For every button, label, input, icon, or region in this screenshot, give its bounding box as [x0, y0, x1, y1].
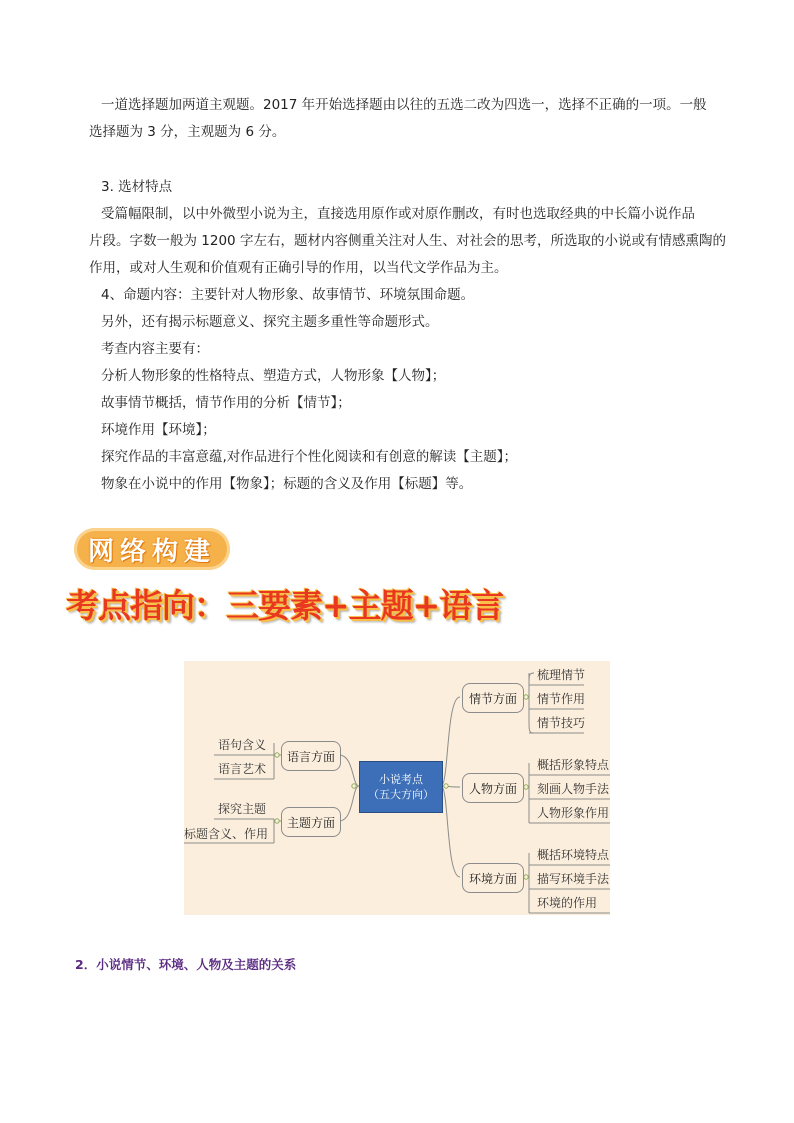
- branch-node-character: 人物方面: [462, 773, 524, 803]
- section4-item: 物象在小说中的作用【物象】；标题的含义及作用【标题】等。: [101, 476, 473, 492]
- section4-item: 探究作品的丰富意蕴,对作品进行个性化阅读和有创意的解读【主题】；: [101, 449, 518, 465]
- section3-line-3: 作用，或对人生观和价值观有正确引导的作用，以当代文学作品为主。: [89, 260, 508, 276]
- section3-title: 3. 选材特点: [101, 179, 173, 195]
- leaf-node: 语言艺术: [218, 762, 267, 776]
- network-badge: 网络构建: [74, 528, 230, 570]
- section3-line-1: 受篇幅限制，以中外微型小说为主，直接选用原作或对原作删改，有时也选取经典的中长篇小说作品: [101, 206, 695, 222]
- center-node-subtitle: （五大方向）: [368, 788, 434, 801]
- center-node-title: 小说考点: [379, 773, 423, 786]
- leaf-node: 描写环境手法: [537, 872, 610, 886]
- leaf-node: 人物形象作用: [537, 806, 610, 820]
- leaf-node: 情节作用: [537, 692, 586, 706]
- mind-map: [184, 661, 610, 915]
- section4-item: 分析人物形象的性格特点、塑造方式，人物形象【人物】；: [101, 368, 446, 384]
- section4-title: 4、命题内容：主要针对人物形象、故事情节、环境氛围命题。: [101, 287, 475, 303]
- connector-line: [441, 697, 460, 786]
- leaf-node: 情节技巧: [537, 716, 586, 730]
- branch-node-language: 语言方面: [281, 741, 341, 771]
- leaf-node: 环境的作用: [537, 896, 598, 910]
- section4-extra: 另外，还有揭示标题意义、探究主题多重性等命题形式。: [101, 314, 439, 330]
- section4-main-intro: 考查内容主要有：: [101, 341, 209, 357]
- leaf-node: 语句含义: [218, 738, 267, 752]
- branch-node-theme: 主题方面: [281, 807, 341, 837]
- mind-map-center-node: [359, 761, 443, 813]
- section4-item: 环境作用【环境】；: [101, 422, 216, 438]
- intro-line-1: 一道选择题加两道主观题。2017 年开始选择题由以往的五选二改为四选一，选择不正确的一项。一般: [101, 97, 707, 113]
- leaf-node: 探究主题: [218, 802, 267, 816]
- connector-line: [339, 786, 359, 821]
- branch-node-environment: 环境方面: [462, 863, 524, 893]
- exam-point-banner: 考点指向：三要素+主题+语言: [66, 586, 504, 625]
- branch-node-plot: 情节方面: [462, 683, 524, 713]
- connector-line: [441, 786, 460, 877]
- leaf-node: 刻画人物手法: [537, 782, 610, 796]
- section4-item: 故事情节概括，情节作用的分析【情节】；: [101, 395, 351, 411]
- connector-line: [529, 673, 534, 733]
- leaf-node: 概括形象特点: [537, 758, 610, 772]
- leaf-node: 梳理情节: [537, 668, 586, 682]
- leaf-node: 概括环境特点: [537, 848, 610, 862]
- section-heading-2: 2．小说情节、环境、人物及主题的关系: [75, 957, 297, 972]
- leaf-node: 标题含义、作用: [184, 827, 269, 841]
- intro-line-2: 选择题为 3 分，主观题为 6 分。: [89, 124, 286, 140]
- connector-line: [339, 755, 359, 786]
- section3-line-2: 片段。字数一般为 1200 字左右，题材内容侧重关注对人生、对社会的思考，所选取的小说或有情感熏陶的: [89, 233, 726, 249]
